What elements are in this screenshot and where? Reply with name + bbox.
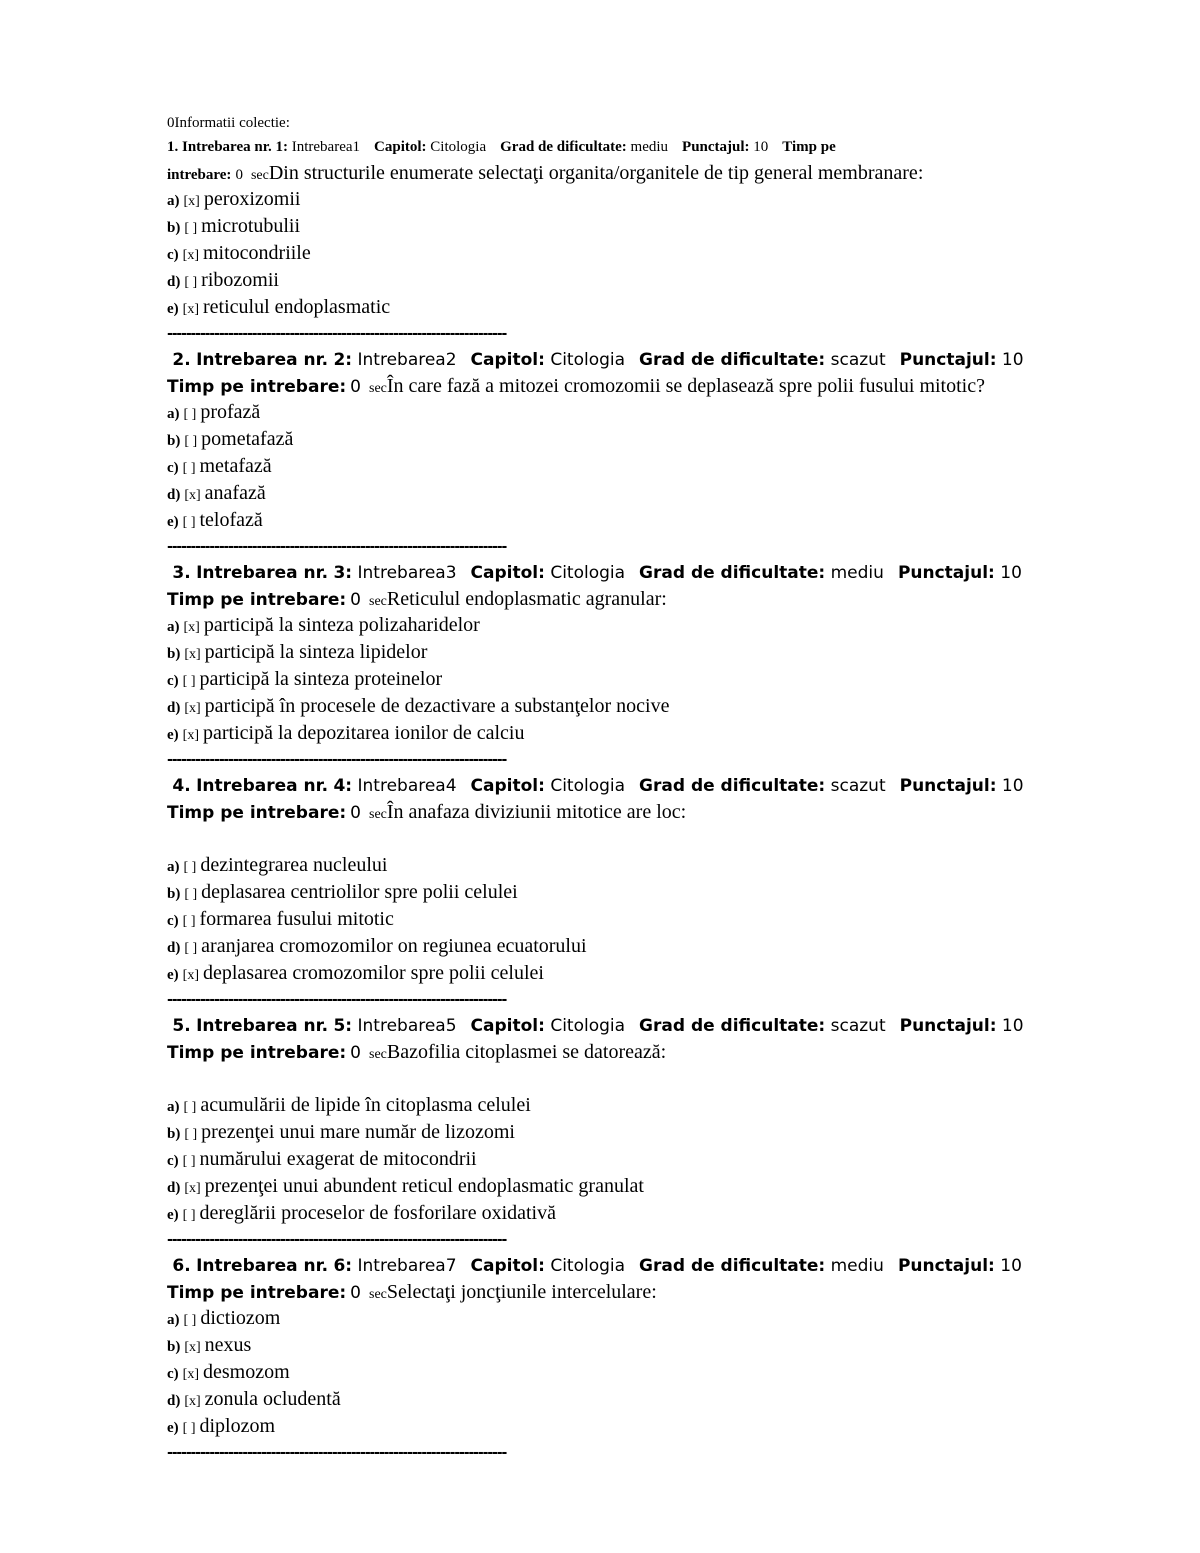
- answer-option: [167, 240, 1177, 267]
- question-block: [167, 1013, 1177, 1253]
- separator-line: ------------------------------------------------------------------------: [167, 752, 507, 768]
- question-text: Din structurile enumerate selectaţi organita/organitele de tip general membranare:: [268, 162, 924, 184]
- question-text: Bazofilia citoplasmei se datorează:: [386, 1041, 667, 1063]
- points-value: 10: [1001, 350, 1024, 370]
- question-number: 6.: [172, 1256, 191, 1276]
- time-label: Timp pe intrebare:: [167, 377, 347, 397]
- question-number: 1.: [167, 139, 179, 155]
- sec-unit: sec: [369, 381, 387, 396]
- option-checkbox: [ ]: [182, 914, 196, 929]
- points-label: Punctajul:: [897, 563, 995, 583]
- difficulty-value: scazut: [830, 776, 886, 796]
- question-nr-value: 2:: [333, 350, 353, 370]
- answer-option: [167, 426, 1177, 453]
- option-checkbox: [ ]: [184, 434, 198, 449]
- option-letter: c): [167, 460, 179, 476]
- points-value: 10: [1001, 776, 1024, 796]
- option-text: participă la sinteza polizaharidelor: [203, 614, 480, 636]
- question-text-line: [167, 373, 1177, 399]
- chapter-value: Citologia: [550, 1016, 626, 1036]
- option-text: anafază: [204, 482, 266, 504]
- separator-line: ------------------------------------------------------------------------: [167, 992, 507, 1008]
- option-checkbox: [ ]: [184, 1127, 198, 1142]
- question-number: 5.: [172, 1016, 191, 1036]
- option-checkbox: [ ]: [182, 1208, 196, 1223]
- chapter-value: Citologia: [550, 563, 626, 583]
- option-letter: a): [167, 619, 180, 635]
- option-letter: b): [167, 886, 181, 902]
- answer-option: [167, 906, 1177, 933]
- answer-option: [167, 507, 1177, 534]
- question-prefix-label: Intrebarea nr.: [196, 1016, 329, 1036]
- time-label: intrebare:: [167, 167, 232, 183]
- time-label: Timp pe intrebare:: [167, 803, 347, 823]
- answer-option: [167, 1119, 1177, 1146]
- separator-line: ------------------------------------------------------------------------: [167, 1445, 507, 1461]
- question-meta-line: [167, 347, 1177, 373]
- time-value: 0: [235, 167, 243, 183]
- option-letter: a): [167, 1312, 180, 1328]
- option-letter: a): [167, 406, 180, 422]
- separator-line: ------------------------------------------------------------------------: [167, 326, 507, 342]
- option-letter: c): [167, 913, 179, 929]
- question-prefix-label: Intrebarea nr.: [182, 139, 272, 155]
- answer-option: [167, 399, 1177, 426]
- sec-unit: sec: [369, 807, 387, 822]
- points-value: 10: [753, 139, 769, 155]
- option-text: participă la sinteza lipidelor: [204, 641, 428, 663]
- question-block: [167, 560, 1177, 773]
- option-letter: e): [167, 727, 179, 743]
- option-letter: d): [167, 940, 181, 956]
- option-checkbox: [x]: [184, 1340, 201, 1355]
- question-meta-line: [167, 1253, 1177, 1279]
- answer-option: [167, 213, 1177, 240]
- answer-option: [167, 612, 1177, 639]
- difficulty-value: mediu: [830, 563, 884, 583]
- question-text: Reticulul endoplasmatic agranular:: [386, 588, 667, 610]
- question-prefix-label: Intrebarea nr.: [196, 563, 329, 583]
- option-text: zonula ocludentă: [204, 1388, 341, 1410]
- question-text: Selectaţi joncţiunile intercelulare:: [386, 1281, 657, 1303]
- option-checkbox: [ ]: [183, 860, 197, 875]
- question-name: Intrebarea1: [291, 139, 361, 155]
- difficulty-label: Grad de dificultate:: [639, 563, 826, 583]
- option-text: telofază: [199, 509, 263, 531]
- points-value: 10: [1000, 563, 1022, 583]
- option-letter: d): [167, 1393, 181, 1409]
- sec-unit: sec: [369, 1047, 387, 1062]
- answer-option: [167, 480, 1177, 507]
- question-text: În care fază a mitozei cromozomii se deplasează spre polii fusului mitotic?: [386, 375, 985, 397]
- time-label: Timp pe: [782, 139, 836, 155]
- question-text-line: [167, 1039, 1177, 1065]
- question-meta-line: [167, 560, 1177, 586]
- question-block: [167, 773, 1177, 1013]
- answer-option: [167, 933, 1177, 960]
- question-name: Intrebarea4: [357, 776, 457, 796]
- option-letter: b): [167, 1339, 181, 1355]
- chapter-label: Capitol:: [374, 139, 427, 155]
- answer-option: [167, 960, 1177, 987]
- question-list: [167, 134, 1177, 1466]
- question-block: [167, 134, 1177, 347]
- document-page: [167, 112, 1177, 1466]
- time-value: 0: [350, 1043, 361, 1063]
- answer-option: [167, 1413, 1177, 1440]
- collection-info-title: 0Informatii colectie:: [167, 115, 290, 131]
- question-nr-value: 4:: [333, 776, 353, 796]
- question-name: Intrebarea5: [357, 1016, 457, 1036]
- option-checkbox: [x]: [183, 620, 200, 635]
- question-nr-value: 6:: [333, 1256, 353, 1276]
- option-text: dezintegrarea nucleului: [200, 854, 388, 876]
- question-prefix-label: Intrebarea nr.: [196, 1256, 329, 1276]
- points-value: 10: [1001, 1016, 1024, 1036]
- answer-option: [167, 1146, 1177, 1173]
- option-text: deplasarea cromozomilor spre polii celulei: [202, 962, 544, 984]
- question-nr-value: 1:: [275, 139, 288, 155]
- option-letter: e): [167, 514, 179, 530]
- question-prefix-label: Intrebarea nr.: [196, 350, 329, 370]
- option-checkbox: [ ]: [184, 275, 198, 290]
- points-value: 10: [1000, 1256, 1022, 1276]
- answer-option: [167, 720, 1177, 747]
- option-text: peroxizomii: [203, 188, 301, 210]
- question-nr-value: 3:: [333, 563, 353, 583]
- option-checkbox: [x]: [184, 1394, 201, 1409]
- difficulty-label: Grad de dificultate:: [639, 1256, 826, 1276]
- question-text: În anafaza diviziunii mitotice are loc:: [386, 801, 687, 823]
- time-value: 0: [350, 590, 361, 610]
- answer-option: [167, 1092, 1177, 1119]
- difficulty-label: Grad de dificultate:: [500, 139, 627, 155]
- option-text: mitocondriile: [202, 242, 311, 264]
- answer-option: [167, 1386, 1177, 1413]
- difficulty-value: scazut: [830, 350, 886, 370]
- points-label: Punctajul:: [899, 350, 997, 370]
- option-text: formarea fusului mitotic: [199, 908, 394, 930]
- option-text: acumulării de lipide în citoplasma celulei: [200, 1094, 531, 1116]
- question-number: 4.: [172, 776, 191, 796]
- option-letter: a): [167, 193, 180, 209]
- difficulty-value: mediu: [830, 1256, 884, 1276]
- option-checkbox: [ ]: [183, 407, 197, 422]
- time-value: 0: [350, 803, 361, 823]
- option-text: microtubulii: [201, 215, 301, 237]
- chapter-label: Capitol:: [470, 1256, 545, 1276]
- option-checkbox: [ ]: [183, 1313, 197, 1328]
- sec-unit: sec: [250, 168, 269, 183]
- sec-unit: sec: [369, 594, 387, 609]
- option-letter: e): [167, 967, 179, 983]
- option-checkbox: [ ]: [182, 1421, 196, 1436]
- option-letter: b): [167, 1126, 181, 1142]
- option-text: ribozomii: [201, 269, 279, 291]
- time-value: 0: [350, 377, 361, 397]
- separator-line: ------------------------------------------------------------------------: [167, 539, 507, 555]
- option-checkbox: [x]: [184, 488, 201, 503]
- difficulty-label: Grad de dificultate:: [639, 350, 826, 370]
- answer-option: [167, 267, 1177, 294]
- option-letter: d): [167, 1180, 181, 1196]
- option-letter: a): [167, 1099, 180, 1115]
- option-checkbox: [x]: [182, 728, 199, 743]
- points-label: Punctajul:: [897, 1256, 995, 1276]
- answer-option: [167, 1359, 1177, 1386]
- answer-option: [167, 639, 1177, 666]
- answer-option: [167, 1200, 1177, 1227]
- points-label: Punctajul:: [899, 1016, 997, 1036]
- question-text-line: [167, 799, 1177, 825]
- question-meta-line: [167, 773, 1177, 799]
- option-text: numărului exagerat de mitocondrii: [199, 1148, 477, 1170]
- time-label: Timp pe intrebare:: [167, 590, 347, 610]
- answer-option: [167, 453, 1177, 480]
- answer-option: [167, 1332, 1177, 1359]
- difficulty-label: Grad de dificultate:: [639, 776, 826, 796]
- option-checkbox: [ ]: [182, 515, 196, 530]
- question-number: 3.: [172, 563, 191, 583]
- answer-option: [167, 294, 1177, 321]
- question-number: 2.: [172, 350, 191, 370]
- option-text: profază: [200, 401, 261, 423]
- chapter-value: Citologia: [550, 776, 626, 796]
- option-letter: e): [167, 1207, 179, 1223]
- points-label: Punctajul:: [899, 776, 997, 796]
- question-meta-line: [167, 1013, 1177, 1039]
- option-letter: a): [167, 859, 180, 875]
- question-text-line: [167, 586, 1177, 612]
- option-checkbox: [ ]: [182, 674, 196, 689]
- option-letter: b): [167, 433, 181, 449]
- option-letter: e): [167, 301, 179, 317]
- option-checkbox: [x]: [182, 1367, 199, 1382]
- points-label: Punctajul:: [682, 139, 750, 155]
- question-text-line: [167, 160, 1177, 186]
- chapter-label: Capitol:: [470, 350, 545, 370]
- option-checkbox: [x]: [184, 1181, 201, 1196]
- option-checkbox: [ ]: [184, 221, 198, 236]
- option-text: participă la depozitarea ionilor de calciu: [202, 722, 525, 744]
- answer-option: [167, 1173, 1177, 1200]
- option-checkbox: [x]: [182, 248, 199, 263]
- option-text: metafază: [199, 455, 272, 477]
- option-checkbox: [x]: [184, 701, 201, 716]
- option-letter: d): [167, 274, 181, 290]
- option-text: dictiozom: [200, 1307, 281, 1329]
- option-text: participă în procesele de dezactivare a substanţelor nocive: [204, 695, 670, 717]
- question-name: Intrebarea2: [357, 350, 457, 370]
- time-label: Timp pe intrebare:: [167, 1043, 347, 1063]
- option-text: nexus: [204, 1334, 252, 1356]
- option-letter: d): [167, 487, 181, 503]
- question-nr-value: 5:: [333, 1016, 353, 1036]
- option-checkbox: [ ]: [182, 461, 196, 476]
- option-checkbox: [ ]: [182, 1154, 196, 1169]
- chapter-value: Citologia: [550, 350, 626, 370]
- answer-option: [167, 693, 1177, 720]
- chapter-label: Capitol:: [470, 1016, 545, 1036]
- option-text: aranjarea cromozomilor on regiunea ecuatorului: [201, 935, 587, 957]
- option-text: deplasarea centriolilor spre polii celulei: [201, 881, 518, 903]
- chapter-label: Capitol:: [470, 563, 545, 583]
- difficulty-value: mediu: [630, 139, 669, 155]
- question-block: [167, 347, 1177, 560]
- option-text: pometafază: [201, 428, 294, 450]
- option-checkbox: [ ]: [184, 887, 198, 902]
- question-meta-line: [167, 134, 1177, 160]
- blank-line: [167, 1065, 1177, 1092]
- chapter-value: Citologia: [550, 1256, 626, 1276]
- option-text: diplozom: [199, 1415, 276, 1437]
- option-checkbox: [x]: [184, 647, 201, 662]
- option-letter: b): [167, 220, 181, 236]
- question-prefix-label: Intrebarea nr.: [196, 776, 329, 796]
- option-checkbox: [x]: [182, 302, 199, 317]
- option-checkbox: [ ]: [184, 941, 198, 956]
- option-text: desmozom: [202, 1361, 290, 1383]
- answer-option: [167, 186, 1177, 213]
- chapter-value: Citologia: [430, 139, 487, 155]
- time-label: Timp pe intrebare:: [167, 1283, 347, 1303]
- option-letter: e): [167, 1420, 179, 1436]
- option-text: dereglării proceselor de fosforilare oxidativă: [199, 1202, 556, 1224]
- option-letter: d): [167, 700, 181, 716]
- question-block: [167, 1253, 1177, 1466]
- answer-option: [167, 879, 1177, 906]
- option-letter: c): [167, 1366, 179, 1382]
- answer-option: [167, 852, 1177, 879]
- option-text: participă la sinteza proteinelor: [199, 668, 443, 690]
- option-checkbox: [x]: [182, 968, 199, 983]
- question-text-line: [167, 1279, 1177, 1305]
- question-name: Intrebarea3: [357, 563, 457, 583]
- option-text: reticulul endoplasmatic: [202, 296, 391, 318]
- question-name: Intrebarea7: [357, 1256, 457, 1276]
- answer-option: [167, 666, 1177, 693]
- option-checkbox: [x]: [183, 194, 200, 209]
- option-letter: c): [167, 247, 179, 263]
- sec-unit: sec: [369, 1287, 387, 1302]
- option-checkbox: [ ]: [183, 1100, 197, 1115]
- option-text: prezenţei unui mare număr de lizozomi: [201, 1121, 515, 1143]
- option-letter: c): [167, 673, 179, 689]
- option-letter: c): [167, 1153, 179, 1169]
- chapter-label: Capitol:: [470, 776, 545, 796]
- separator-line: ------------------------------------------------------------------------: [167, 1232, 507, 1248]
- difficulty-value: scazut: [830, 1016, 886, 1036]
- option-text: prezenţei unui abundent reticul endoplasmatic granulat: [204, 1175, 644, 1197]
- blank-line: [167, 825, 1177, 852]
- answer-option: [167, 1305, 1177, 1332]
- difficulty-label: Grad de dificultate:: [639, 1016, 826, 1036]
- time-value: 0: [350, 1283, 361, 1303]
- option-letter: b): [167, 646, 181, 662]
